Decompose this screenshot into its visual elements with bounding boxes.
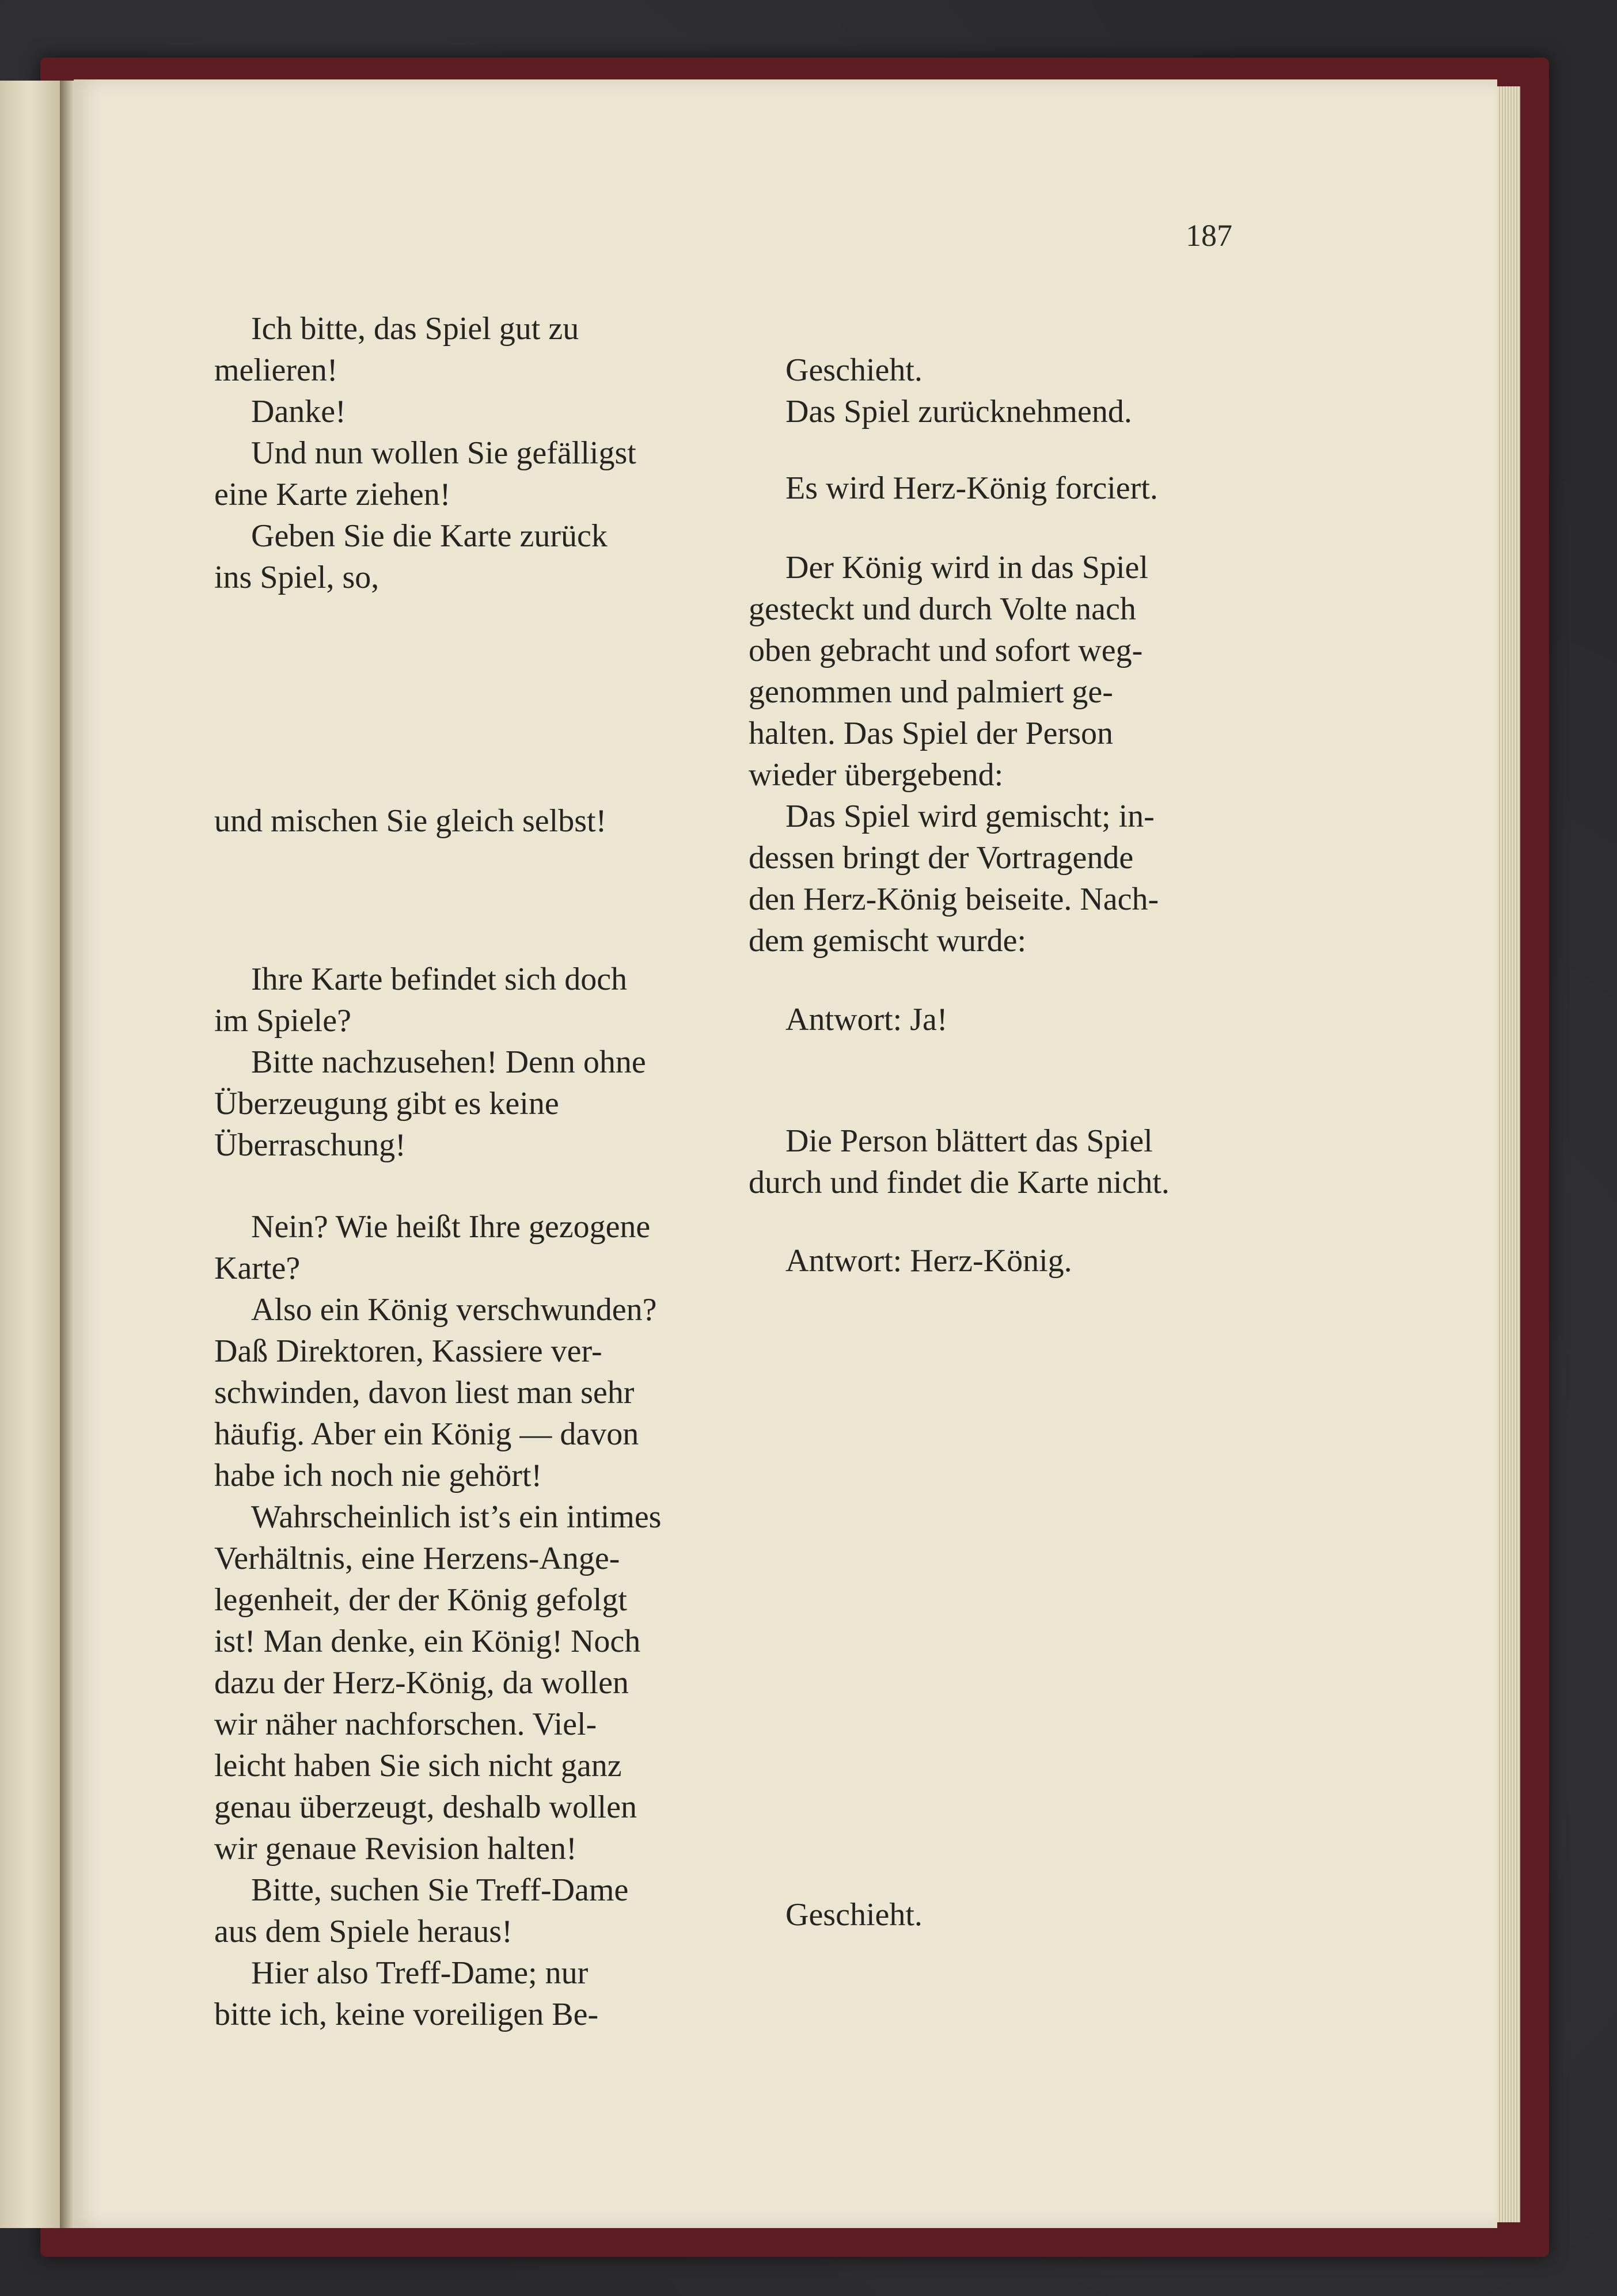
text-line: den Herz-König beiseite. Nach- [749,881,1159,917]
text-line: Und nun wollen Sie gefälligst [251,435,636,471]
paragraph [214,1206,715,1289]
text-line: Das Spiel wird gemischt; in- [785,799,1155,834]
text-line: dessen bringt der Vortragende [749,840,1134,876]
text-line: Nein? Wie heißt Ihre gezogene [251,1209,651,1245]
text-line: aus dem Spiele heraus! [214,1914,513,1949]
text-line: halten. Das Spiel der Person [749,716,1113,751]
text-line: melieren! [214,352,338,388]
text-line: durch und findet die Karte nicht. [749,1165,1170,1200]
text-line: Ihre Karte befindet sich doch [251,961,628,997]
paragraph [214,800,715,842]
text-line: bitte ich, keine voreiligen Be- [214,1997,599,2032]
text-line: Wahrscheinlich ist’s ein intimes [251,1499,662,1535]
paragraph [749,1240,1250,1282]
paragraph [214,1496,715,1869]
text-line: Antwort: Herz-König. [785,1243,1072,1279]
text-line: habe ich noch nie gehört! [214,1458,542,1493]
text-line: dazu der Herz-König, da wollen [214,1665,629,1701]
text-line: Ich bitte, das Spiel gut zu [251,311,579,347]
text-line: wieder übergebend: [749,757,1004,793]
text-line: ins Spiel, so, [214,560,379,595]
text-line: schwinden, davon liest man sehr [214,1375,635,1411]
text-line: ist! Man denke, ein König! Noch [214,1624,641,1659]
left-column [214,0,715,2296]
text-line: Karte? [214,1250,301,1286]
text-line: Bitte nachzusehen! Denn ohne [251,1044,646,1080]
paragraph [214,1952,715,2035]
text-line: Danke! [251,394,346,429]
paragraph [214,391,715,432]
text-line: leicht haben Sie sich nicht ganz [214,1748,622,1784]
paragraph [749,999,1250,1040]
paragraph [214,308,715,391]
paragraph [214,432,715,515]
text-line: Bitte, suchen Sie Treff-Dame [251,1872,629,1908]
paragraph [749,796,1250,961]
paragraph [214,1041,715,1166]
text-line: genau überzeugt, deshalb wollen [214,1789,637,1825]
facing-page-edge [0,81,61,2228]
text-line: eine Karte ziehen! [214,477,451,512]
text-line: Verhältnis, eine Herzens-Ange- [214,1541,620,1576]
paragraph [749,349,1250,391]
text-line: Geben Sie die Karte zurück [251,518,608,554]
text-line: wir genaue Revision halten! [214,1831,577,1867]
paragraph [749,467,1250,509]
paragraph [214,1289,715,1496]
paragraph [214,515,715,598]
text-line: Überzeugung gibt es keine [214,1086,559,1122]
text-line: Überraschung! [214,1127,406,1163]
paragraph [749,1120,1250,1203]
text-line: im Spiele? [214,1003,351,1039]
text-line: Antwort: Ja! [785,1002,948,1037]
text-line: Die Person blättert das Spiel [785,1123,1153,1159]
book-gutter [60,81,74,2228]
text-line: oben gebracht und sofort weg- [749,633,1143,668]
page-stack-edges [1497,86,1520,2222]
right-column [749,0,1250,2296]
text-line: häufig. Aber ein König — davon [214,1416,639,1452]
text-line: wir näher nachforschen. Viel- [214,1706,597,1742]
text-line: gesteckt und durch Volte nach [749,591,1136,627]
paragraph [749,547,1250,796]
paragraph [749,1894,1250,1936]
text-line: Daß Direktoren, Kassiere ver- [214,1333,602,1369]
paragraph [749,391,1250,432]
text-line: Der König wird in das Spiel [785,550,1148,586]
text-line: Hier also Treff-Dame; nur [251,1955,589,1991]
text-line: Geschieht. [785,1897,923,1933]
paragraph [214,1869,715,1952]
text-line: und mischen Sie gleich selbst! [214,803,607,839]
text-line: genommen und palmiert ge- [749,674,1113,710]
text-line: dem gemischt wurde: [749,923,1027,959]
paragraph [214,959,715,1041]
text-line: Also ein König verschwunden? [251,1292,657,1328]
text-line: Das Spiel zurücknehmend. [785,394,1132,429]
text-line: legenheit, der der König gefolgt [214,1582,627,1618]
text-line: Es wird Herz-König forciert. [785,470,1158,506]
text-line: Geschieht. [785,352,923,388]
page-number: 187 [1186,218,1232,253]
